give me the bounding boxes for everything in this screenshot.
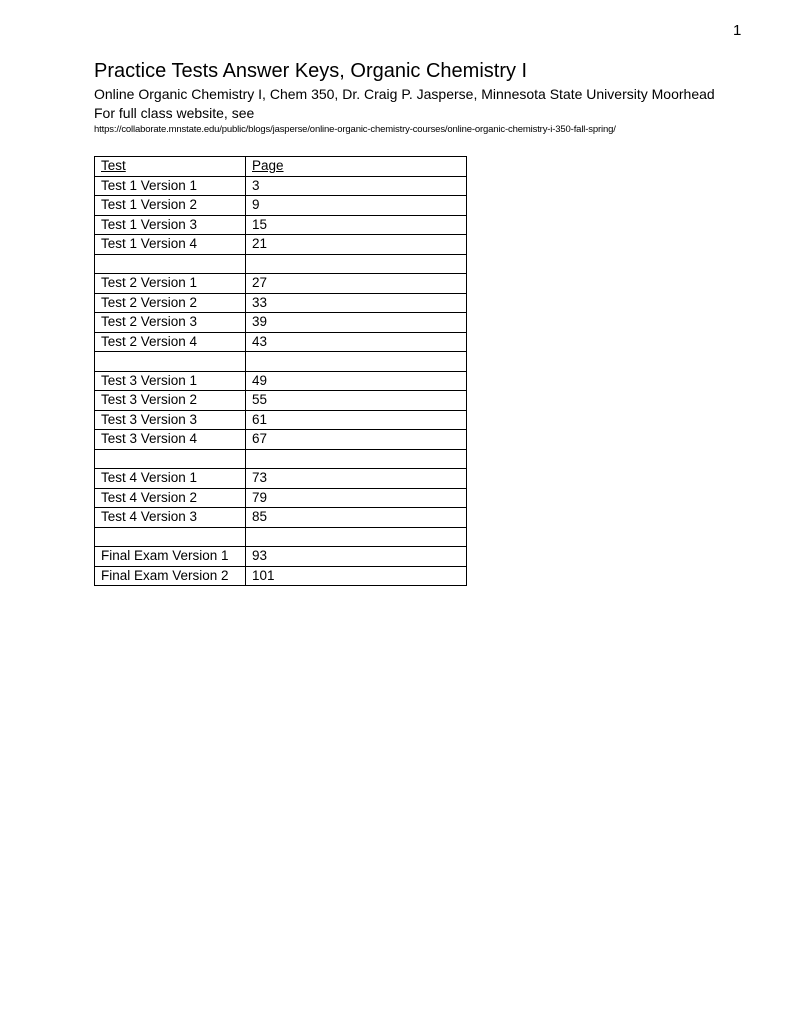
page-number-cell: 43 bbox=[246, 332, 467, 352]
test-name-cell: Final Exam Version 1 bbox=[95, 547, 246, 567]
table-row bbox=[95, 371, 467, 391]
table-row bbox=[95, 235, 467, 255]
test-name-cell: Test 3 Version 4 bbox=[95, 430, 246, 450]
page-title: Practice Tests Answer Keys, Organic Chemistry I bbox=[94, 60, 528, 82]
page-number-cell: 67 bbox=[246, 430, 467, 450]
table-row bbox=[95, 293, 467, 313]
table-row bbox=[95, 215, 467, 235]
table-row bbox=[95, 469, 467, 489]
table-body bbox=[95, 157, 467, 586]
table-row bbox=[95, 527, 467, 547]
table-row bbox=[95, 332, 467, 352]
table-row bbox=[95, 176, 467, 196]
test-name-cell bbox=[95, 352, 246, 372]
test-name-cell: Test 2 Version 2 bbox=[95, 293, 246, 313]
test-name-cell: Test 3 Version 2 bbox=[95, 391, 246, 411]
table-row bbox=[95, 352, 467, 372]
page-number-cell: 33 bbox=[246, 293, 467, 313]
test-name-cell: Test 2 Version 4 bbox=[95, 332, 246, 352]
table-row bbox=[95, 449, 467, 469]
test-name-cell: Test 4 Version 3 bbox=[95, 508, 246, 528]
page-number-cell: 21 bbox=[246, 235, 467, 255]
website-label: For full class website, see bbox=[94, 105, 255, 121]
page-number-cell: 27 bbox=[246, 274, 467, 294]
test-name-cell: Test 2 Version 3 bbox=[95, 313, 246, 333]
page-number-cell: 101 bbox=[246, 566, 467, 586]
header-test bbox=[95, 157, 246, 177]
test-name-cell: Test 3 Version 1 bbox=[95, 371, 246, 391]
test-name-cell bbox=[95, 254, 246, 274]
test-name-cell: Test 1 Version 2 bbox=[95, 196, 246, 216]
page-number-cell: 93 bbox=[246, 547, 467, 567]
page-number-cell bbox=[246, 352, 467, 372]
table-row bbox=[95, 508, 467, 528]
test-name-cell: Final Exam Version 2 bbox=[95, 566, 246, 586]
test-name-cell: Test 1 Version 3 bbox=[95, 215, 246, 235]
table-row bbox=[95, 196, 467, 216]
test-name-cell bbox=[95, 527, 246, 547]
table-row bbox=[95, 488, 467, 508]
table-row bbox=[95, 410, 467, 430]
page-number-cell: 39 bbox=[246, 313, 467, 333]
page-number-cell: 15 bbox=[246, 215, 467, 235]
table-row bbox=[95, 391, 467, 411]
table-row bbox=[95, 274, 467, 294]
website-link[interactable]: https://collaborate.mnstate.edu/public/blogs/jasperse/online-organic-chemistry-courses/online-organic-chemistry-i-350-fall-spring/ bbox=[94, 124, 616, 135]
page-number-cell: 9 bbox=[246, 196, 467, 216]
table-row bbox=[95, 547, 467, 567]
test-name-cell: Test 4 Version 1 bbox=[95, 469, 246, 489]
table-row bbox=[95, 313, 467, 333]
page-number-cell: 55 bbox=[246, 391, 467, 411]
page-number: 1 bbox=[733, 22, 742, 39]
course-subtitle: Online Organic Chemistry I, Chem 350, Dr. Craig P. Jasperse, Minnesota State University Moorhead bbox=[94, 86, 715, 102]
test-name-cell: Test 2 Version 1 bbox=[95, 274, 246, 294]
page-number-cell bbox=[246, 527, 467, 547]
page-number-cell: 73 bbox=[246, 469, 467, 489]
page-number-cell: 79 bbox=[246, 488, 467, 508]
header-page-label: Page bbox=[252, 158, 284, 174]
table-row bbox=[95, 566, 467, 586]
answer-key-index-table bbox=[94, 156, 467, 586]
table-header-row bbox=[95, 157, 467, 177]
test-name-cell: Test 3 Version 3 bbox=[95, 410, 246, 430]
test-name-cell: Test 1 Version 4 bbox=[95, 235, 246, 255]
test-name-cell: Test 4 Version 2 bbox=[95, 488, 246, 508]
page-number-cell bbox=[246, 449, 467, 469]
page-number-cell bbox=[246, 254, 467, 274]
page-number-cell: 85 bbox=[246, 508, 467, 528]
test-name-cell bbox=[95, 449, 246, 469]
header-test-label: Test bbox=[101, 158, 126, 174]
table-row bbox=[95, 430, 467, 450]
table-row bbox=[95, 254, 467, 274]
page-number-cell: 61 bbox=[246, 410, 467, 430]
test-name-cell: Test 1 Version 1 bbox=[95, 176, 246, 196]
header-page bbox=[246, 157, 467, 177]
page-number-cell: 3 bbox=[246, 176, 467, 196]
page-number-cell: 49 bbox=[246, 371, 467, 391]
